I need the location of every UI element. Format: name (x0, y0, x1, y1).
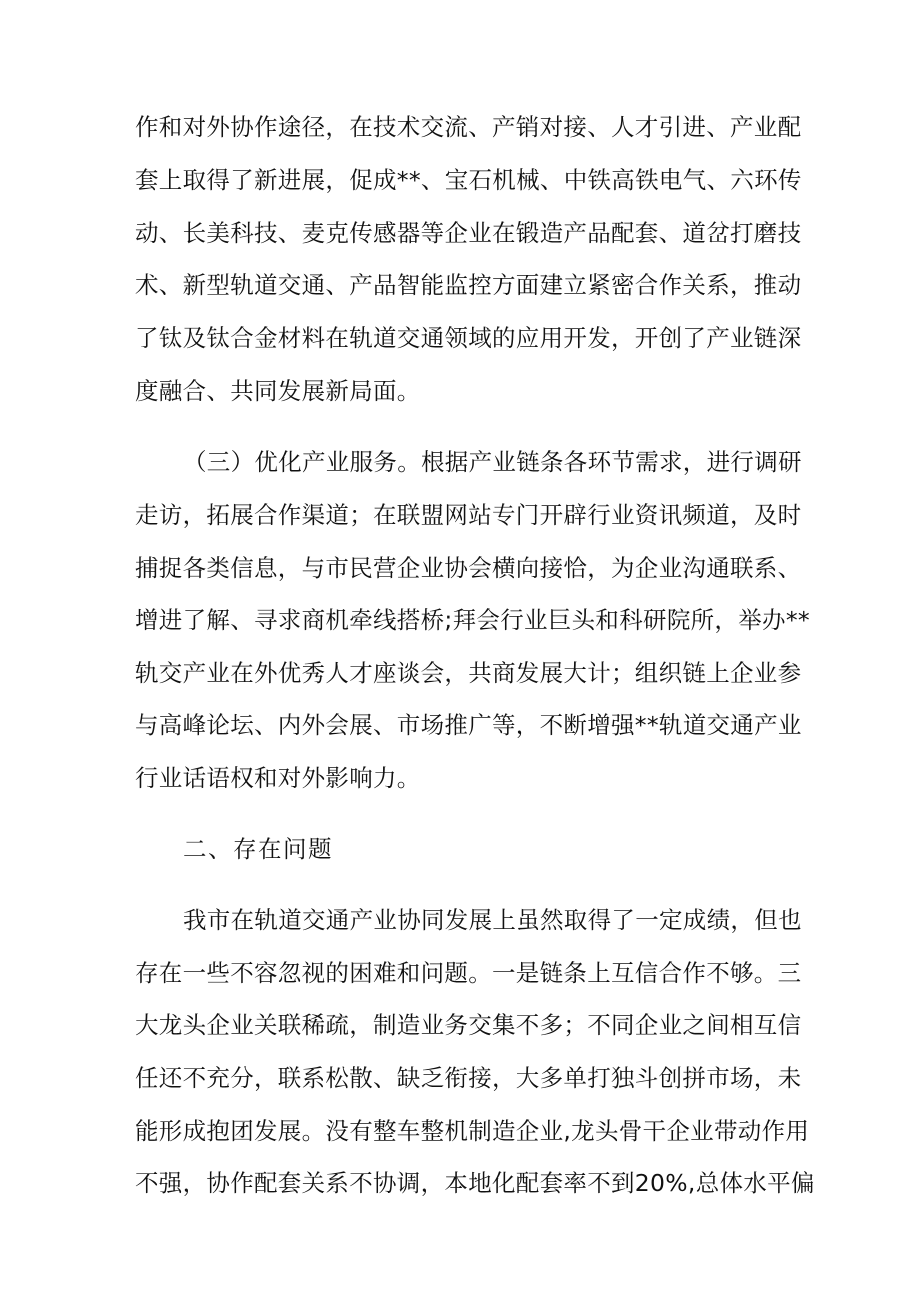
paragraph-3-line-1: 我市在轨道交通产业协同发展上虽然取得了一定成绩，但也 (183, 906, 802, 934)
paragraph-3-line-2: 存在一些不容忽视的困难和问题。一是链条上互信合作不够。三 (135, 959, 802, 987)
paragraph-1-line-3: 动、长美科技、麦克传感器等企业在锻造产品配套、道岔打磨技 (135, 219, 802, 247)
paragraph-3-line-6: 不强，协作配套关系不协调，本地化配套率不到20%,总体水平偏 (135, 1169, 815, 1197)
section-heading: 二、存在问题 (183, 835, 333, 863)
paragraph-3-line-4: 任还不充分，联系松散、缺乏衔接，大多单打独斗创拼市场，未 (135, 1064, 802, 1092)
paragraph-1-line-4: 术、新型轨道交通、产品智能监控方面建立紧密合作关系，推动 (135, 271, 802, 299)
paragraph-2-line-4: 增进了解、寻求商机牵线搭桥;拜会行业巨头和科研院所，举办** (135, 606, 810, 634)
paragraph-2-line-7: 行业话语权和对外影响力。 (135, 764, 421, 792)
paragraph-2-line-3: 捕捉各类信息，与市民营企业协会横向接恰，为企业沟通联系、 (135, 554, 802, 582)
paragraph-1-line-1: 作和对外协作途径，在技术交流、产销对接、人才引进、产业配 (135, 113, 802, 141)
paragraph-2-line-5: 轨交产业在外优秀人才座谈会，共商发展大计；组织链上企业参 (135, 659, 802, 687)
paragraph-1-line-2: 套上取得了新进展，促成**、宝石机械、中铁高铁电气、六环传 (135, 166, 802, 194)
paragraph-1-line-6: 度融合、共同发展新局面。 (135, 377, 421, 405)
paragraph-1-line-5: 了钛及钛合金材料在轨道交通领域的应用开发，开创了产业链深 (135, 324, 802, 352)
paragraph-3-line-5: 能形成抱团发展。没有整车整机制造企业,龙头骨干企业带动作用 (135, 1117, 810, 1145)
paragraph-2-line-6: 与高峰论坛、内外会展、市场推广等，不断增强**轨道交通产业 (135, 711, 802, 739)
paragraph-2-line-2: 走访，拓展合作渠道；在联盟网站专门开辟行业资讯频道，及时 (135, 501, 802, 529)
paragraph-3-line-3: 大龙头企业关联稀疏，制造业务交集不多；不同企业之间相互信 (135, 1011, 802, 1039)
paragraph-2-line-1: （三）优化产业服务。根据产业链条各环节需求，进行调研 (183, 448, 802, 476)
